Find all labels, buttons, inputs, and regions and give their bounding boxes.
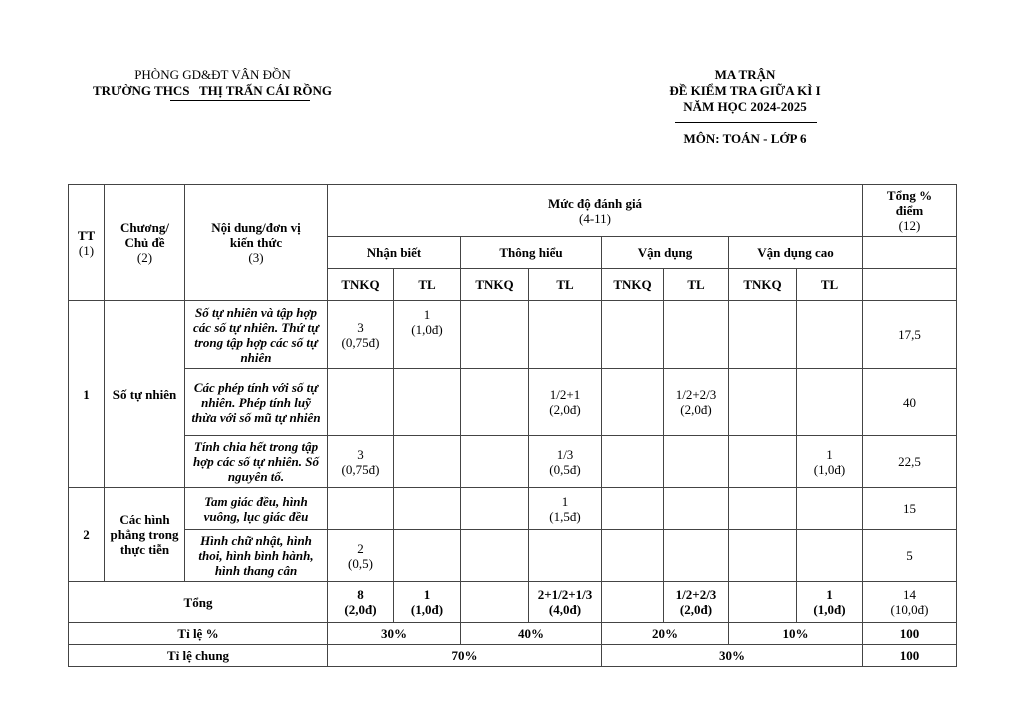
value-cell — [461, 530, 529, 582]
header-tong-l2: điểm — [895, 203, 924, 218]
overall-ratio-value: 30% — [602, 645, 863, 667]
total-cell: 5 — [863, 530, 957, 582]
value-cell — [461, 369, 529, 436]
sub-header: TL — [529, 269, 602, 301]
chapter-number: 1 — [69, 301, 105, 488]
value-cell — [394, 436, 461, 488]
sub-header: TNKQ — [729, 269, 797, 301]
value-cell: 3 (0,75đ) — [328, 301, 394, 369]
ratio-value: 10% — [729, 623, 863, 645]
value-cell: 1/3 (0,5đ) — [529, 436, 602, 488]
value-cell: 2 (0,5) — [328, 530, 394, 582]
sub-header: TL — [797, 269, 863, 301]
ratio-row — [69, 623, 957, 645]
header-blank — [863, 269, 957, 301]
table-row — [69, 436, 957, 488]
ratio-label: Tỉ lệ % — [69, 623, 328, 645]
total-label: Tổng — [69, 582, 328, 623]
value-cell — [797, 369, 863, 436]
header-chuong-num: (2) — [136, 250, 153, 265]
header-right — [640, 67, 850, 147]
overall-ratio-value: 70% — [328, 645, 602, 667]
level-header: Thông hiểu — [461, 237, 602, 269]
value-cell — [729, 436, 797, 488]
value-cell — [394, 530, 461, 582]
doc-title: MA TRẬN — [714, 67, 776, 82]
header-noidung-num: (3) — [248, 250, 264, 265]
value-cell — [328, 488, 394, 530]
value-cell: 1/2+2/3 (2,0đ) — [664, 582, 729, 623]
subject-line: MÔN: TOÁN - LỚP 6 — [683, 131, 807, 146]
sub-header: TL — [664, 269, 729, 301]
value-cell — [602, 301, 664, 369]
value-cell — [797, 301, 863, 369]
total-cell: 22,5 — [863, 436, 957, 488]
table-row — [69, 301, 957, 369]
value-cell — [328, 369, 394, 436]
content-cell: Các phép tính với số tự nhiên. Phép tính luỹ thừa với số mũ tự nhiên — [185, 369, 328, 436]
header-noidung-l1: Nội dung/đơn vị — [211, 220, 301, 235]
table-row — [69, 530, 957, 582]
table-row — [69, 369, 957, 436]
value-cell: 1/2+2/3 (2,0đ) — [664, 369, 729, 436]
chapter-name: Các hình phẳng trong thực tiễn — [105, 488, 185, 582]
value-cell — [664, 488, 729, 530]
value-cell: 1 (1,0đ) — [394, 301, 461, 369]
department-name: PHÒNG GD&ĐT VÂN ĐỒN — [134, 67, 291, 82]
ratio-value: 30% — [328, 623, 461, 645]
level-header: Vận dụng cao — [729, 237, 863, 269]
value-cell: 1 (1,0đ) — [797, 582, 863, 623]
value-cell — [729, 301, 797, 369]
header-chuong — [105, 185, 185, 301]
content-cell: Số tự nhiên và tập hợp các số tự nhiên. Thứ tự trong tập hợp các số tự nhiên — [185, 301, 328, 369]
header-chuong-l1: Chương/ — [120, 220, 169, 235]
header-left — [75, 67, 350, 99]
value-cell — [461, 488, 529, 530]
header-tt-label: TT — [77, 227, 96, 243]
value-cell — [394, 488, 461, 530]
value-cell — [602, 488, 664, 530]
value-cell — [729, 369, 797, 436]
total-cell: 14 (10,0đ) — [863, 582, 957, 623]
header-tong-l1: Tổng % — [886, 188, 933, 203]
value-cell — [394, 369, 461, 436]
value-cell — [664, 301, 729, 369]
header-tt — [69, 185, 105, 301]
value-cell: 2+1/2+1/3 (4,0đ) — [529, 582, 602, 623]
value-cell — [602, 369, 664, 436]
school-prefix: TRƯỜNG THCS — [93, 83, 190, 98]
value-cell — [529, 301, 602, 369]
value-cell: 8 (2,0đ) — [328, 582, 394, 623]
header-blank — [863, 237, 957, 269]
matrix-table — [68, 184, 957, 667]
level-header: Vận dụng — [602, 237, 729, 269]
doc-subtitle: ĐỀ KIỂM TRA GIỮA KÌ I — [669, 83, 821, 98]
overall-ratio-label: Tỉ lệ chung — [69, 645, 328, 667]
ratio-value: 40% — [461, 623, 602, 645]
sub-header: TNKQ — [461, 269, 529, 301]
table-row — [69, 488, 957, 530]
chapter-number: 2 — [69, 488, 105, 582]
value-cell: 1 (1,0đ) — [394, 582, 461, 623]
sub-header: TNKQ — [602, 269, 664, 301]
level-header: Nhận biết — [328, 237, 461, 269]
content-cell: Hình chữ nhật, hình thoi, hình bình hành, hình thang cân — [185, 530, 328, 582]
header-noidung — [185, 185, 328, 301]
header-tong — [863, 185, 957, 237]
header-row-1 — [69, 185, 957, 237]
value-cell — [461, 436, 529, 488]
header-tt-num: (1) — [78, 242, 95, 258]
school-year: NĂM HỌC 2024-2025 — [683, 99, 807, 114]
content-cell: Tam giác đều, hình vuông, lục giác đều — [185, 488, 328, 530]
value-cell — [664, 436, 729, 488]
chapter-name: Số tự nhiên — [105, 301, 185, 488]
value-cell — [729, 530, 797, 582]
value-cell — [602, 436, 664, 488]
value-cell: 1 (1,5đ) — [529, 488, 602, 530]
header-mucdo-num: (4-11) — [578, 210, 611, 226]
header-mucdo-label: Mức độ đánh giá — [547, 195, 643, 211]
content-cell: Tính chia hết trong tập hợp các số tự nhiên. Số nguyên tố. — [185, 436, 328, 488]
value-cell — [797, 530, 863, 582]
school-town: THỊ TRẤN CÁI RỒNG — [198, 83, 332, 98]
header-chuong-l2: Chủ đề — [124, 235, 165, 250]
value-cell — [729, 488, 797, 530]
value-cell — [602, 530, 664, 582]
ratio-total: 100 — [863, 623, 957, 645]
value-cell — [529, 530, 602, 582]
header-noidung-l2: kiến thức — [229, 235, 283, 250]
sub-header: TNKQ — [328, 269, 394, 301]
ratio-value: 20% — [602, 623, 729, 645]
value-cell — [461, 301, 529, 369]
total-cell: 15 — [863, 488, 957, 530]
school-name — [75, 83, 350, 99]
value-cell: 1 (1,0đ) — [797, 436, 863, 488]
value-cell: 1/2+1 (2,0đ) — [529, 369, 602, 436]
header-right-underline — [675, 122, 817, 123]
value-cell — [729, 582, 797, 623]
total-cell: 40 — [863, 369, 957, 436]
sub-header: TL — [394, 269, 461, 301]
value-cell — [602, 582, 664, 623]
header-left-underline — [170, 100, 310, 101]
overall-ratio-total: 100 — [863, 645, 957, 667]
total-cell: 17,5 — [863, 301, 957, 369]
value-cell — [664, 530, 729, 582]
overall-ratio-row — [69, 645, 957, 667]
value-cell — [461, 582, 529, 623]
header-tong-num: (12) — [898, 218, 921, 233]
value-cell — [797, 488, 863, 530]
total-row — [69, 582, 957, 623]
value-cell: 3 (0,75đ) — [328, 436, 394, 488]
header-mucdo — [328, 185, 863, 237]
